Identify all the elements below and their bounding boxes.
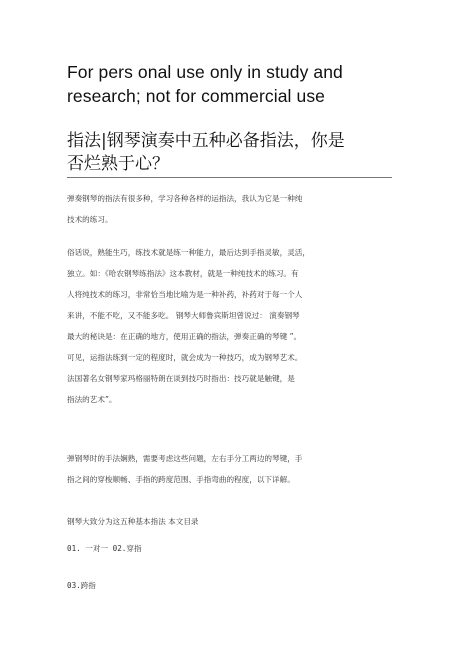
paragraph-line: 人将纯技术的练习，非常恰当地比喻为是一种补药，补药对于每一个人 xyxy=(67,290,303,299)
paragraph-line: 弹奏钢琴的指法有很多种，学习各种各样的运指法，我认为它是一种纯 xyxy=(67,194,303,203)
toc-entry: 01. 一对一 02.穿指 xyxy=(67,544,142,553)
paragraph-line: 指之间的穿梭顺畅、手指的跨度范围、手指弯曲的程度，以下详解。 xyxy=(67,475,295,484)
paragraph-line: 弹钢琴时的手法娴熟，需要考虑这些问题，左右手分工两边的琴键，手 xyxy=(67,454,303,463)
paragraph-line: 法国著名女钢琴家玛格丽特朗在谈到技巧时指出：技巧就是触键，是 xyxy=(67,374,295,383)
paragraph-line: 来讲，不能不吃，又不能多吃。 钢琴大师鲁宾斯坦曾说过： 演奏钢琴 xyxy=(67,311,300,320)
disclaimer-line: For pers onal use only in study and xyxy=(67,62,343,82)
paragraph-line: 独立。如：《哈农钢琴练指法》这本教材，就是一种纯技术的练习。有 xyxy=(67,269,299,278)
paragraph-technique xyxy=(67,242,397,410)
article-title xyxy=(67,130,387,176)
paragraph-intro xyxy=(67,188,397,230)
paragraph-hand-technique xyxy=(67,448,397,490)
paragraph-line: 俗话说，熟能生巧，练技术就是练一种能力，最后达到手指灵敏，灵活， xyxy=(67,248,310,257)
disclaimer-line: research; not for commercial use xyxy=(67,86,326,106)
title-underline xyxy=(67,177,392,178)
title-line: 否烂熟于心？ xyxy=(67,154,169,174)
paragraph-line: 技术的练习。 xyxy=(67,215,113,224)
disclaimer-text xyxy=(67,60,407,108)
toc-entry: 03.跨指 xyxy=(67,581,96,590)
paragraph-line: 可见，运指法练到一定的程度时，就会成为一种技巧，成为钢琴艺术。 xyxy=(67,353,303,362)
toc-heading: 钢琴大致分为这五种基本指法 本文目录 xyxy=(67,517,199,526)
paragraph-line: 最大的秘诀是：在正确的地方，使用正确的指法，弹奏正确的琴键 ”。 xyxy=(67,332,302,341)
paragraph-line: 指法的艺术”。 xyxy=(67,395,117,404)
title-line: 指法|钢琴演奏中五种必备指法，你是 xyxy=(67,131,345,151)
